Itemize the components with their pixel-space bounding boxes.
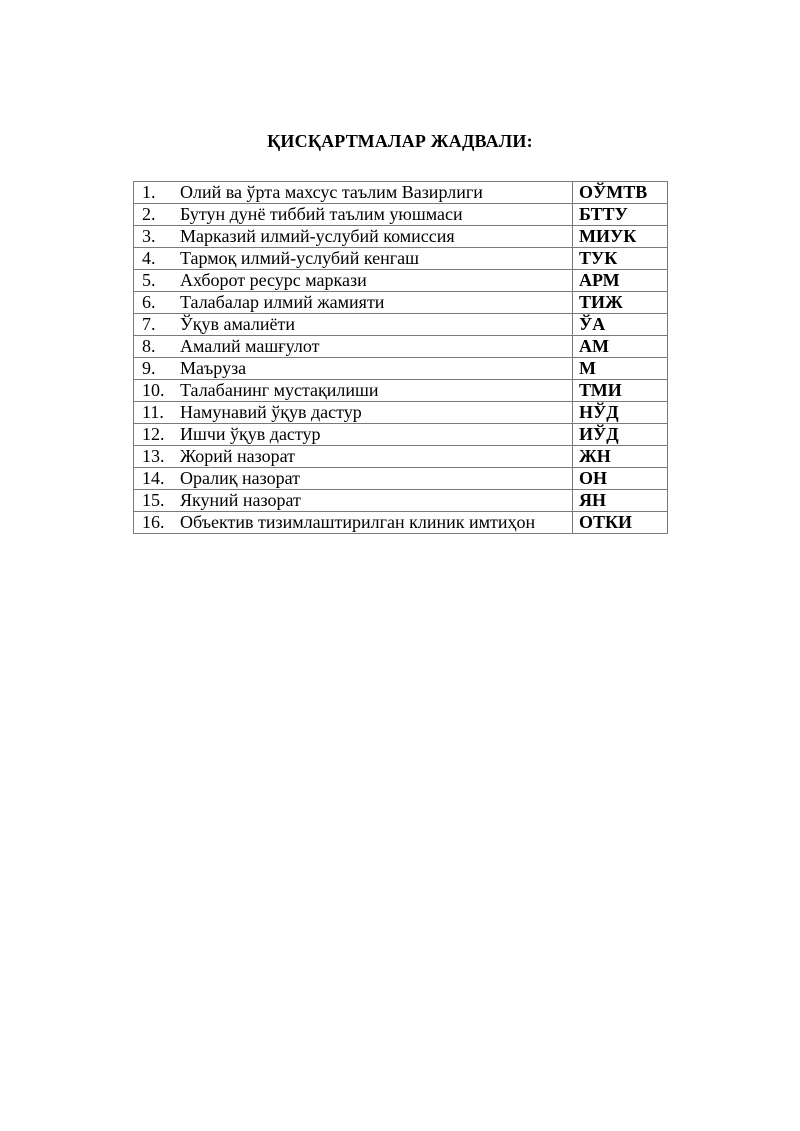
abbreviation-cell: ИЎД xyxy=(573,424,668,446)
term-cell xyxy=(134,204,573,226)
table-row xyxy=(134,358,668,380)
abbreviation-cell: ЯН xyxy=(573,490,668,512)
term-name: Жорий назорат xyxy=(180,446,295,466)
term-cell xyxy=(134,292,573,314)
row-number: 8. xyxy=(142,336,156,356)
term-cell xyxy=(134,314,573,336)
term-name: Амалий машғулот xyxy=(180,336,320,356)
term-cell xyxy=(134,226,573,248)
abbreviation-cell: НЎД xyxy=(573,402,668,424)
term-name: Оралиқ назорат xyxy=(180,468,301,488)
table-row xyxy=(134,512,668,534)
table-row xyxy=(134,380,668,402)
abbreviation-cell: БТТУ xyxy=(573,204,668,226)
term-cell xyxy=(134,380,573,402)
row-number: 4. xyxy=(142,248,156,268)
abbreviation-cell: МИУК xyxy=(573,226,668,248)
term-name: Талабанинг мустақилиши xyxy=(180,380,379,400)
term-name: Тармоқ илмий-услубий кенгаш xyxy=(180,248,419,268)
row-number: 2. xyxy=(142,204,156,224)
table-row xyxy=(134,468,668,490)
term-cell xyxy=(134,468,573,490)
abbreviation-cell: ОЎМТВ xyxy=(573,182,668,204)
table-row xyxy=(134,248,668,270)
term-name: Ўқув амалиёти xyxy=(180,314,295,334)
abbreviation-cell: ОН xyxy=(573,468,668,490)
term-cell xyxy=(134,446,573,468)
row-number: 13. xyxy=(142,446,165,466)
term-name: Маъруза xyxy=(180,358,247,378)
row-number: 1. xyxy=(142,182,156,202)
row-number: 5. xyxy=(142,270,156,290)
term-cell xyxy=(134,512,573,534)
abbreviation-cell: АРМ xyxy=(573,270,668,292)
table-row xyxy=(134,314,668,336)
page-title: ҚИСҚАРТМАЛАР ЖАДВАЛИ: xyxy=(267,131,533,151)
table-row xyxy=(134,402,668,424)
term-cell xyxy=(134,336,573,358)
term-name: Олий ва ўрта махсус таълим Вазирлиги xyxy=(180,182,483,202)
abbreviations-table xyxy=(133,181,668,534)
term-cell xyxy=(134,424,573,446)
table-row xyxy=(134,270,668,292)
row-number: 10. xyxy=(142,380,165,400)
term-name: Талабалар илмий жамияти xyxy=(180,292,385,312)
term-name: Намунавий ўқув дастур xyxy=(180,402,362,422)
abbreviation-cell: ТИЖ xyxy=(573,292,668,314)
term-cell xyxy=(134,490,573,512)
table-row xyxy=(134,182,668,204)
table-row xyxy=(134,226,668,248)
abbreviation-cell: АМ xyxy=(573,336,668,358)
term-name: Бутун дунё тиббий таълим уюшмаси xyxy=(180,204,463,224)
abbreviation-cell: М xyxy=(573,358,668,380)
row-number: 9. xyxy=(142,358,156,378)
term-cell xyxy=(134,182,573,204)
abbreviation-cell: ЎА xyxy=(573,314,668,336)
term-cell xyxy=(134,248,573,270)
row-number: 3. xyxy=(142,226,156,246)
term-cell xyxy=(134,402,573,424)
row-number: 7. xyxy=(142,314,156,334)
abbreviation-cell: ТМИ xyxy=(573,380,668,402)
row-number: 11. xyxy=(142,402,164,422)
term-name: Объектив тизимлаштирилган клиник имтиҳон xyxy=(180,512,536,532)
table-row xyxy=(134,204,668,226)
abbreviation-cell: ЖН xyxy=(573,446,668,468)
row-number: 6. xyxy=(142,292,156,312)
row-number: 16. xyxy=(142,512,165,532)
table-row xyxy=(134,490,668,512)
term-name: Ишчи ўқув дастур xyxy=(180,424,321,444)
abbreviation-cell: ОТКИ xyxy=(573,512,668,534)
term-cell xyxy=(134,270,573,292)
abbreviation-cell: ТУК xyxy=(573,248,668,270)
table-row xyxy=(134,292,668,314)
row-number: 12. xyxy=(142,424,165,444)
term-name: Ахборот ресурс маркази xyxy=(180,270,367,290)
table-row xyxy=(134,446,668,468)
row-number: 15. xyxy=(142,490,165,510)
row-number: 14. xyxy=(142,468,165,488)
table-row xyxy=(134,336,668,358)
table-row xyxy=(134,424,668,446)
term-cell xyxy=(134,358,573,380)
term-name: Марказий илмий-услубий комиссия xyxy=(180,226,455,246)
term-name: Якуний назорат xyxy=(180,490,301,510)
